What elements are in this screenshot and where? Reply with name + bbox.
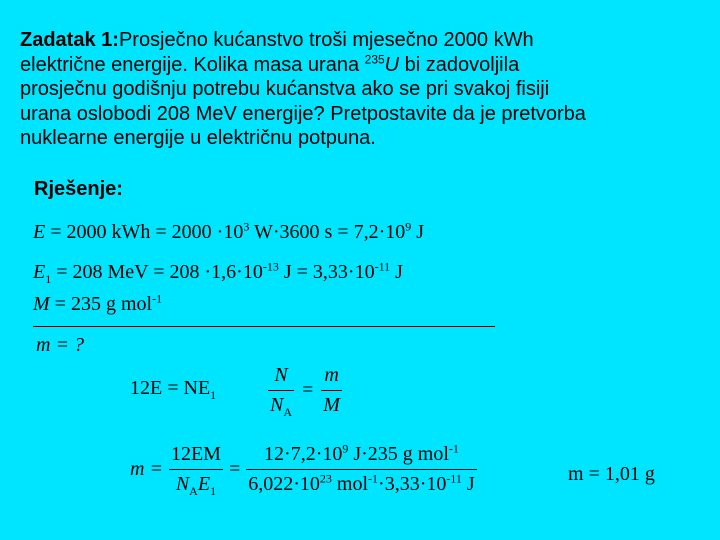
- fraction-n-over-na: $\frac{N}{N_A}$: [270, 364, 293, 419]
- molar-mass-equation: M = 235 g mol$^{-1}$: [33, 291, 163, 315]
- ratio-equation: $\frac{N}{N_A}$ = $\frac{m}{M}$: [270, 364, 340, 419]
- final-computation: m = $\frac{12EM}{N_AE_1}$ = $\frac{12\cdot 7,2\cdot 10^9 J\cdot 235 g mol^{-1}}{6,022\cdot 10^{23} mol^{-1}\cdot 3,33\cdot 10^{-11} J}$: [130, 441, 475, 498]
- relation-left: $12E = NE_1$: [130, 377, 217, 402]
- task-label: Zadatak 1:: [20, 29, 119, 51]
- task-line-4: urana oslobodi 208 MeV energije? Pretpostavite da je pretvorba: [20, 102, 586, 125]
- divider-line: [33, 326, 495, 327]
- task-line-3: prosječnu godišnju potrebu kućanstva ako se pri svakoj fisiji: [20, 78, 550, 100]
- energy-equation: E = 2000 kWh = $2000 \cdot 10^3$ W·3600 $s = 7,2\cdot 10^9$ J: [33, 219, 425, 243]
- task-line-5: nuklearne energije u električnu potpuna.: [20, 127, 376, 149]
- task-line-1: Zadatak 1:Prosječno kućanstvo troši mjesečno 2000 kWh: [20, 29, 534, 51]
- final-result: m = 1,01 g: [568, 463, 655, 485]
- unknown-quantity: m = ?: [36, 334, 84, 356]
- task-statement: [20, 28, 710, 151]
- fraction-m-over-mm: $\frac{m}{M}$: [323, 364, 340, 416]
- isotope-symbol: U: [384, 53, 400, 76]
- isotope-mass-number: 235: [364, 51, 385, 66]
- fraction-symbolic: $\frac{12EM}{N_AE_1}$: [170, 443, 221, 498]
- task-line-2: električne energije. Kolika masa urana $^{235}$U bi zadovoljila: [20, 51, 520, 76]
- fission-energy-equation: $E_1 = 208$ MeV = $208 \cdot 1,6\cdot 10^{-13}$ $J = 3,33\cdot 10^{-11}$ J: [33, 259, 403, 286]
- solution-label: Rješenje:: [34, 178, 123, 200]
- fraction-numeric: $\frac{12\cdot 7,2\cdot 10^9 J\cdot 235 g mol^{-1}}{6,022\cdot 10^{23} mol^{-1}\cdot 3,33\cdot 10^{-11} J}$: [248, 441, 475, 495]
